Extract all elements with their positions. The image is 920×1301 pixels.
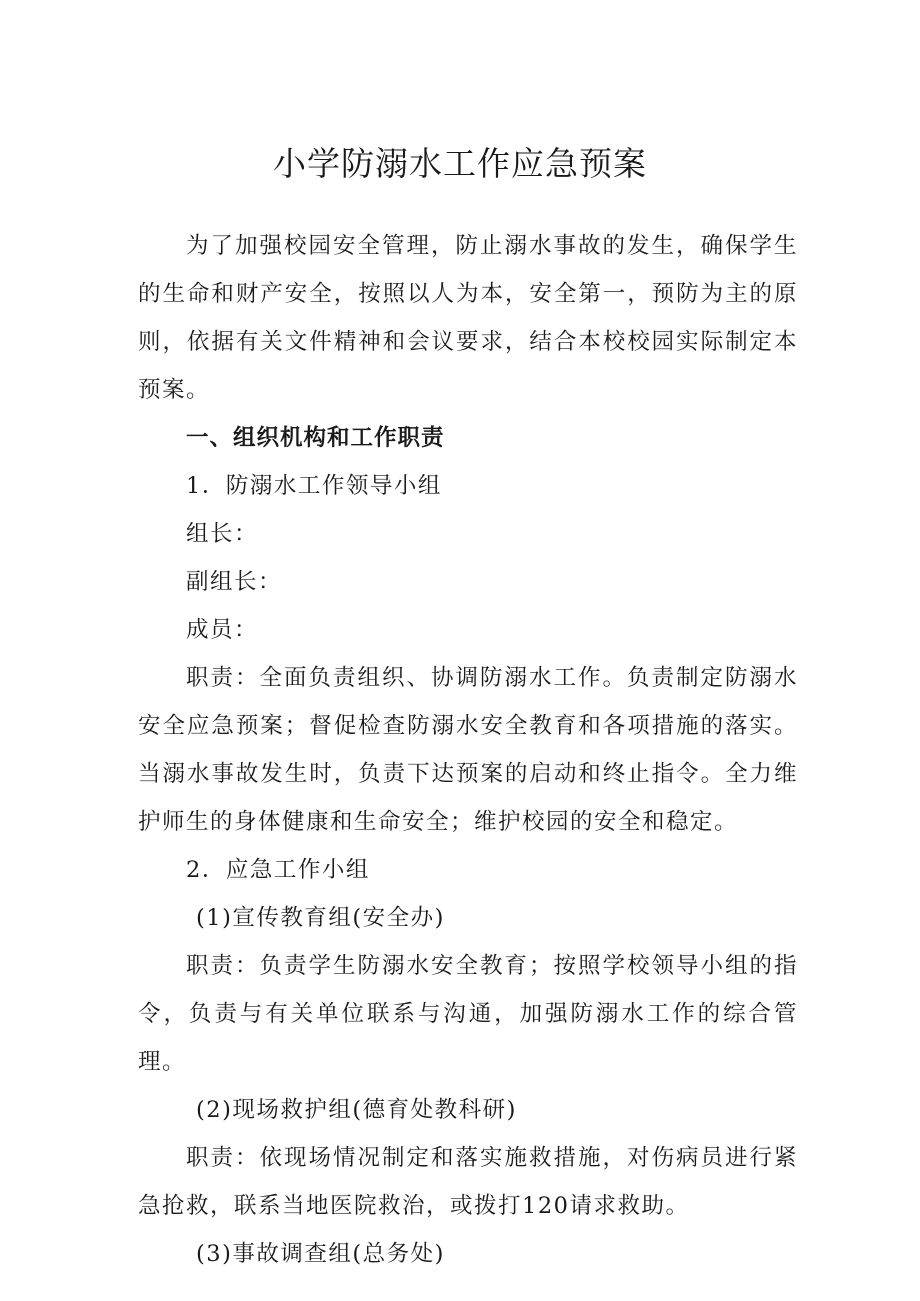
sub1-title: (1)宣传教育组(安全办)	[196, 905, 445, 931]
document-title: 小学防溺水工作应急预案	[273, 144, 647, 183]
sub2-duty: 职责：依现场情况制定和落实施救措施，对伤病员进行紧急抢救，联系当地医院救治，或拨打120请求救助。	[138, 1145, 798, 1219]
document-body	[138, 222, 798, 1278]
group2-title: 2．应急工作小组	[186, 857, 370, 883]
intro-paragraph: 为了加强校园安全管理，防止溺水事故的发生，确保学生的生命和财产安全，按照以人为本，安全第一，预防为主的原则，依据有关文件精神和会议要求，结合本校校园实际制定本预案。	[138, 233, 798, 403]
group1-title: 1．防溺水工作领导小组	[186, 473, 442, 499]
sub1-duty: 职责：负责学生防溺水安全教育；按照学校领导小组的指令，负责与有关单位联系与沟通，加强防溺水工作的综合管理。	[138, 953, 798, 1075]
leader-line: 组长：	[186, 521, 259, 547]
sub3-title: (3)事故调查组(总务处)	[196, 1241, 445, 1267]
sub2-title: (2)现场救护组(德育处教科研)	[196, 1097, 517, 1123]
members-line: 成员：	[186, 617, 259, 643]
deputy-line: 副组长：	[186, 569, 283, 595]
section-heading: 一、组织机构和工作职责	[186, 425, 445, 451]
group1-duty: 职责：全面负责组织、协调防溺水工作。负责制定防溺水安全应急预案；督促检查防溺水安全教育和各项措施的落实。当溺水事故发生时，负责下达预案的启动和终止指令。全力维护师生的身体健康和生命安全；维护校园的安全和稳定。	[138, 665, 798, 835]
